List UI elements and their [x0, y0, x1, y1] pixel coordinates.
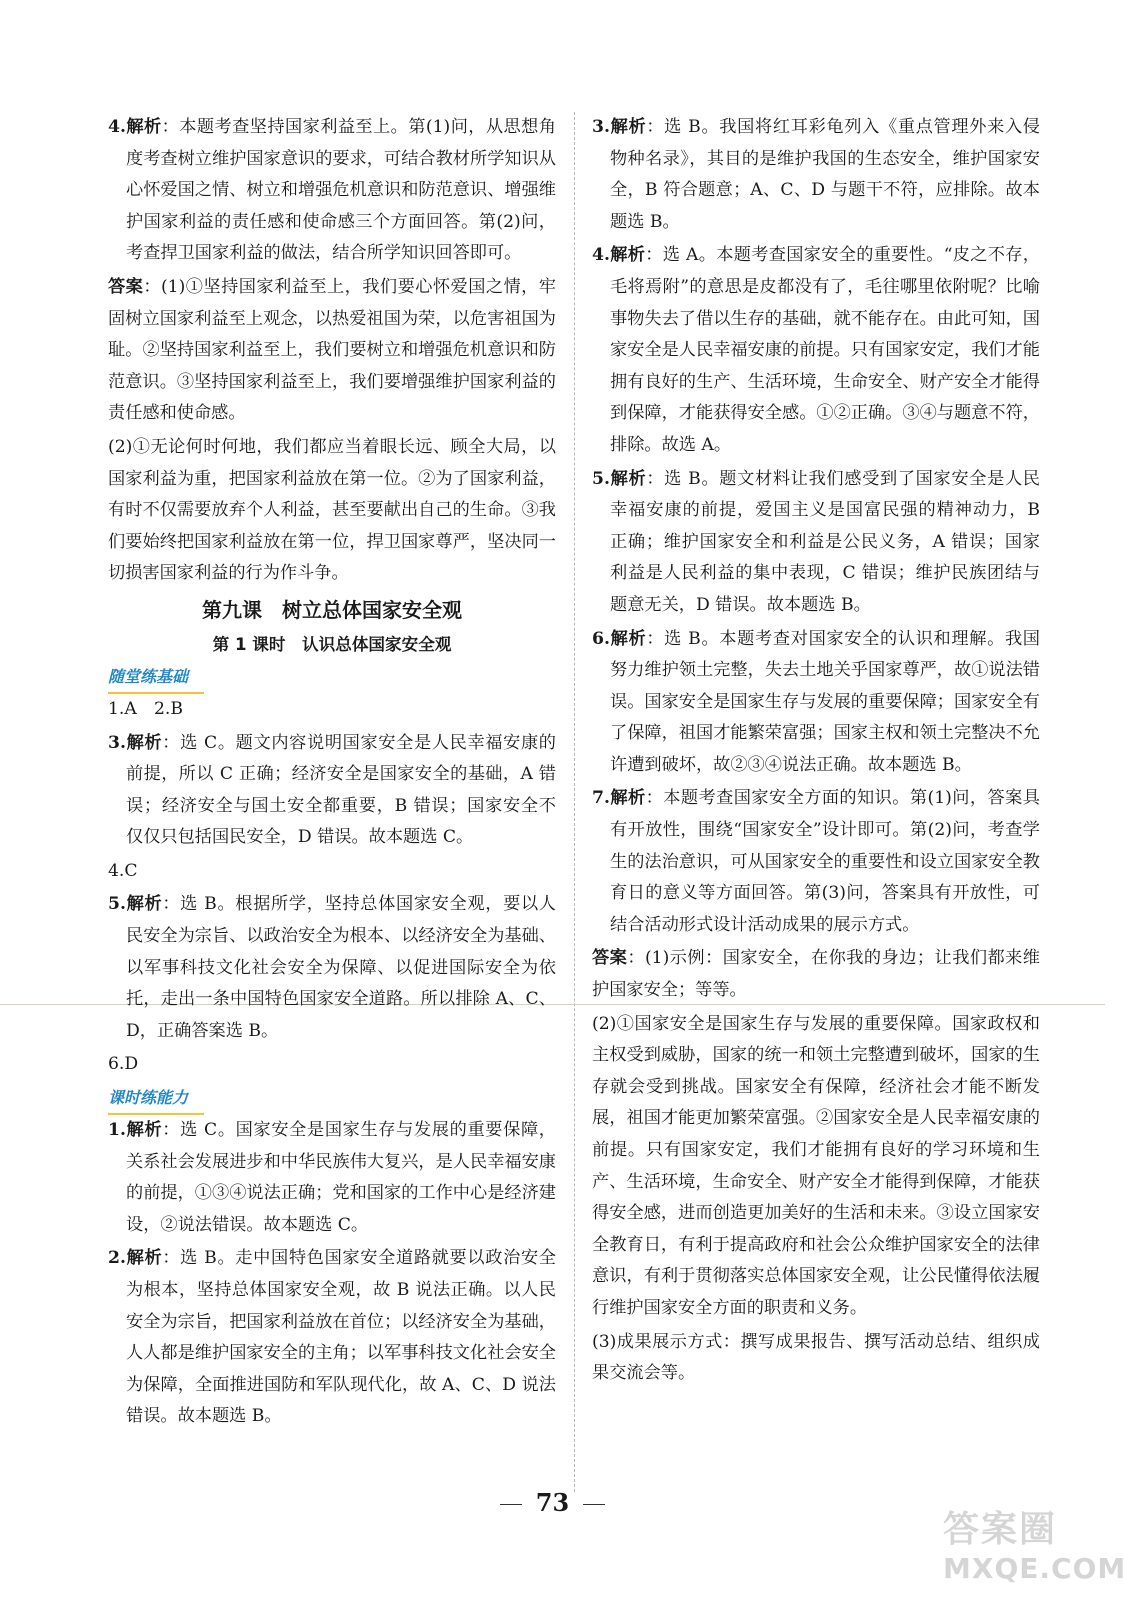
page-number: 73	[535, 1488, 570, 1517]
explanation-q1-ability: 1.解析：选 C。国家安全是国家生存与发展的重要保障，关系社会发展进步和中华民族伟大复兴，是人民幸福安康的前提，①③④说法正确；党和国家的工作中心是经济建设，②说法错误。故本题选 C。	[108, 1120, 556, 1235]
page-footer	[0, 1488, 1105, 1518]
answers-q1-q2: 1.A 2.B	[108, 698, 184, 719]
explanation-q5-basic: 5.解析：选 B。根据所学，坚持总体国家安全观，要以人民安全为宗旨、以政治安全为根本、以经济安全为基础、以军事科技文化社会安全为保障、以促进国际安全为依托，走出一条中国特色国家安全道路。所以排除 A、C、D，正确答案选 B。	[108, 894, 556, 1041]
explanation-q7: 7.解析：本题考查国家安全方面的知识。第(1)问，答案具有开放性，围绕“国家安全”设计即可。第(2)问，考查学生的法治意识，可从国家安全的重要性和设立国家安全教育日的意义等方面回答。第(3)问，答案具有开放性，可结合活动形式设计活动成果的展示方式。	[592, 788, 1040, 935]
explanation-q4-left: 4.解析：本题考查坚持国家利益至上。第(1)问，从思想角度考查树立维护国家意识的要求，可结合教材所学知识从心怀爱国之情、树立和增强危机意识和防范意识、增强维护国家利益的责任感和使命感三个方面回答。第(2)问，考查捍卫国家利益的做法，结合所学知识回答即可。	[108, 117, 556, 264]
answer-q4-basic: 4.C	[108, 860, 138, 881]
explanation-q2-ability: 2.解析：选 B。走中国特色国家安全道路就要以政治安全为根本，坚持总体国家安全观，故 B 说法正确。以人民安全为宗旨，把国家利益放在首位；以经济安全为基础，人人都是维护国家安全的主角；以军事科技文化社会安全为保障，全面推进国防和军队现代化，故 A、C、D 说法错误。故本题选 B。	[108, 1248, 556, 1427]
watermark-text-bottom: MXQE.COM	[943, 1552, 1126, 1585]
answer-q7-part-3: (3)成果展示方式：撰写成果报告、撰写活动总结、组织成果交流会等。	[592, 1331, 1040, 1384]
lesson-subtitle: 第 1 课时 认识总体国家安全观	[212, 634, 452, 654]
watermark-text-top: 答案圈	[943, 1509, 1058, 1550]
watermark-logo	[943, 1508, 1126, 1592]
explanation-q3: 3.解析：选 B。我国将红耳彩龟列入《重点管理外来入侵物种名录》，其目的是维护我国的生态安全，维护国家安全，B 符合题意；A、C、D 与题干不符，应排除。故本题选 B。	[592, 117, 1040, 232]
lesson-title: 第九课 树立总体国家安全观	[202, 597, 462, 622]
section-heading-ability: 课时练能力	[108, 1083, 204, 1115]
explanation-q4: 4.解析：选 A。本题考查国家安全的重要性。“皮之不存，毛将焉附”的意思是皮都没有了，毛往哪里依附呢？比喻事物失去了借以生存的基础，就不能存在。由此可知，国家安全是人民幸福安康的前提。只有国家安定，我们才能拥有良好的生产、生活环境，生命安全、财产安全才能得到保障，才能获得安全感。①②正确。③④与题意不符，排除。故选 A。	[592, 245, 1040, 455]
explanation-q5: 5.解析：选 B。题文材料让我们感受到了国家安全是人民幸福安康的前提，爱国主义是国富民强的精神动力，B 正确；维护国家安全和利益是公民义务，A 错误；国家利益是人民利益的集中表现，C 错误；维护民族团结与题意无关，D 错误。故本题选 B。	[592, 468, 1040, 615]
answer-part-1: 答案：(1)①坚持国家利益至上，我们要心怀爱国之情，牢固树立国家利益至上观念，以热爱祖国为荣，以危害祖国为耻。②坚持国家利益至上，我们要树立和增强危机意识和防范意识。③坚持国家利益至上，我们要增强维护国家利益的责任感和使命感。	[108, 276, 556, 424]
section-heading-basic: 随堂练基础	[108, 662, 204, 694]
left-column	[108, 112, 556, 1435]
explanation-q3-basic: 3.解析：选 C。题文内容说明国家安全是人民幸福安康的前提，所以 C 正确；经济安全是国家安全的基础，A 错误；经济安全与国土安全都重要，B 错误；国家安全不仅仅只包括国民安全，D 错误。故本题选 C。	[108, 732, 556, 848]
footer-dash-right	[583, 1504, 605, 1505]
explanation-q6: 6.解析：选 B。本题考查对国家安全的认识和理解。我国努力维护领土完整，失去土地关乎国家尊严，故①说法错误。国家安全是国家生存与发展的重要保障；国家安全有了保障，祖国才能繁荣富强；国家主权和领土完整决不允许遭到破坏，故②③④说法正确。故本题选 B。	[592, 628, 1040, 775]
footer-dash-left	[500, 1504, 522, 1505]
answer-part-2: (2)①无论何时何地，我们都应当着眼长远、顾全大局，以国家利益为重，把国家利益放在第一位。②为了国家利益，有时不仅需要放弃个人利益，甚至要献出自己的生命。③我们要始终把国家利益放在第一位，捍卫国家尊严，坚决同一切损害国家利益的行为作斗争。	[108, 436, 556, 584]
answer-q6-basic: 6.D	[108, 1054, 139, 1075]
answer-q7-part-1: 答案：(1)示例：国家安全，在你我的身边；让我们都来维护国家安全；等等。	[592, 948, 1040, 1001]
right-column	[592, 112, 1040, 1392]
answer-q7-part-2: (2)①国家安全是国家生存与发展的重要保障。国家政权和主权受到威胁，国家的统一和领土完整遭到破坏，国家的生存就会受到挑战。国家安全有保障，经济社会才能不断发展，祖国才能更加繁荣富强。②国家安全是人民幸福安康的前提。只有国家安定，我们才能拥有良好的学习环境和生产、生活环境，生命安全、财产安全才能得到保障，才能获得安全感，进而创造更加美好的生活和未来。③设立国家安全教育日，有利于提高政府和社会公众维护国家安全的法律意识，有利于贯彻落实总体国家安全观，让公民懂得依法履行维护国家安全方面的职责和义务。	[592, 1013, 1040, 1318]
column-divider	[574, 112, 575, 1492]
